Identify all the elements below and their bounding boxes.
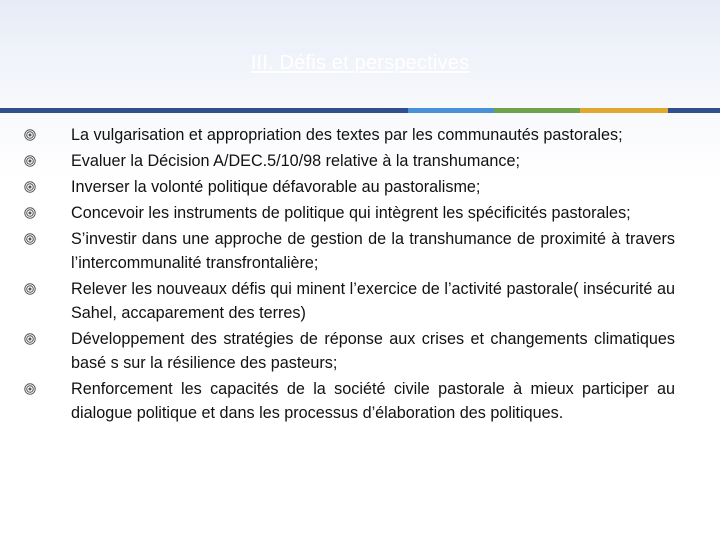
concentric-circle-bullet-icon [24,181,36,193]
accent-band-segment-3 [494,108,580,113]
list-item [20,149,675,173]
list-item [20,227,675,275]
concentric-circle-bullet-icon [24,233,36,245]
bullet-text: Evaluer la Décision A/DEC.5/10/98 relative à la transhumance; [71,152,520,170]
accent-band-segment-1 [0,108,408,113]
list-item [20,123,675,147]
concentric-circle-bullet-icon [24,207,36,219]
bullet-text: Relever les nouveaux défis qui minent l’exercice de l’activité pastorale( insécurité au Sahel, accaparement des terres) [71,280,675,322]
accent-band-segment-2 [408,108,494,113]
bullet-text: Concevoir les instruments de politique qui intègrent les spécificités pastorales; [71,204,631,222]
bullet-text: S’investir dans une approche de gestion de la transhumance de proximité à travers l’intercommunalité transfrontalière; [71,230,675,272]
accent-band [0,108,720,113]
list-item [20,327,675,375]
accent-band-segment-4 [580,108,668,113]
bullet-text: Développement des stratégies de réponse aux crises et changements climatiques basé s sur la résilience des pasteurs; [71,330,675,372]
bullet-text: La vulgarisation et appropriation des textes par les communautés pastorales; [71,126,623,144]
slide-title: III. Défis et perspectives [250,52,470,74]
list-item [20,175,675,199]
bullet-text: Inverser la volonté politique défavorable au pastoralisme; [71,178,481,196]
concentric-circle-bullet-icon [24,129,36,141]
bullet-text: Renforcement les capacités de la société civile pastorale à mieux participer au dialogue politique et dans les processus d’élaboration des politiques. [71,380,675,422]
bullet-list [20,123,675,427]
concentric-circle-bullet-icon [24,333,36,345]
list-item [20,277,675,325]
list-item [20,377,675,425]
list-item [20,201,675,225]
concentric-circle-bullet-icon [24,283,36,295]
concentric-circle-bullet-icon [24,383,36,395]
concentric-circle-bullet-icon [24,155,36,167]
accent-band-segment-5 [668,108,720,113]
